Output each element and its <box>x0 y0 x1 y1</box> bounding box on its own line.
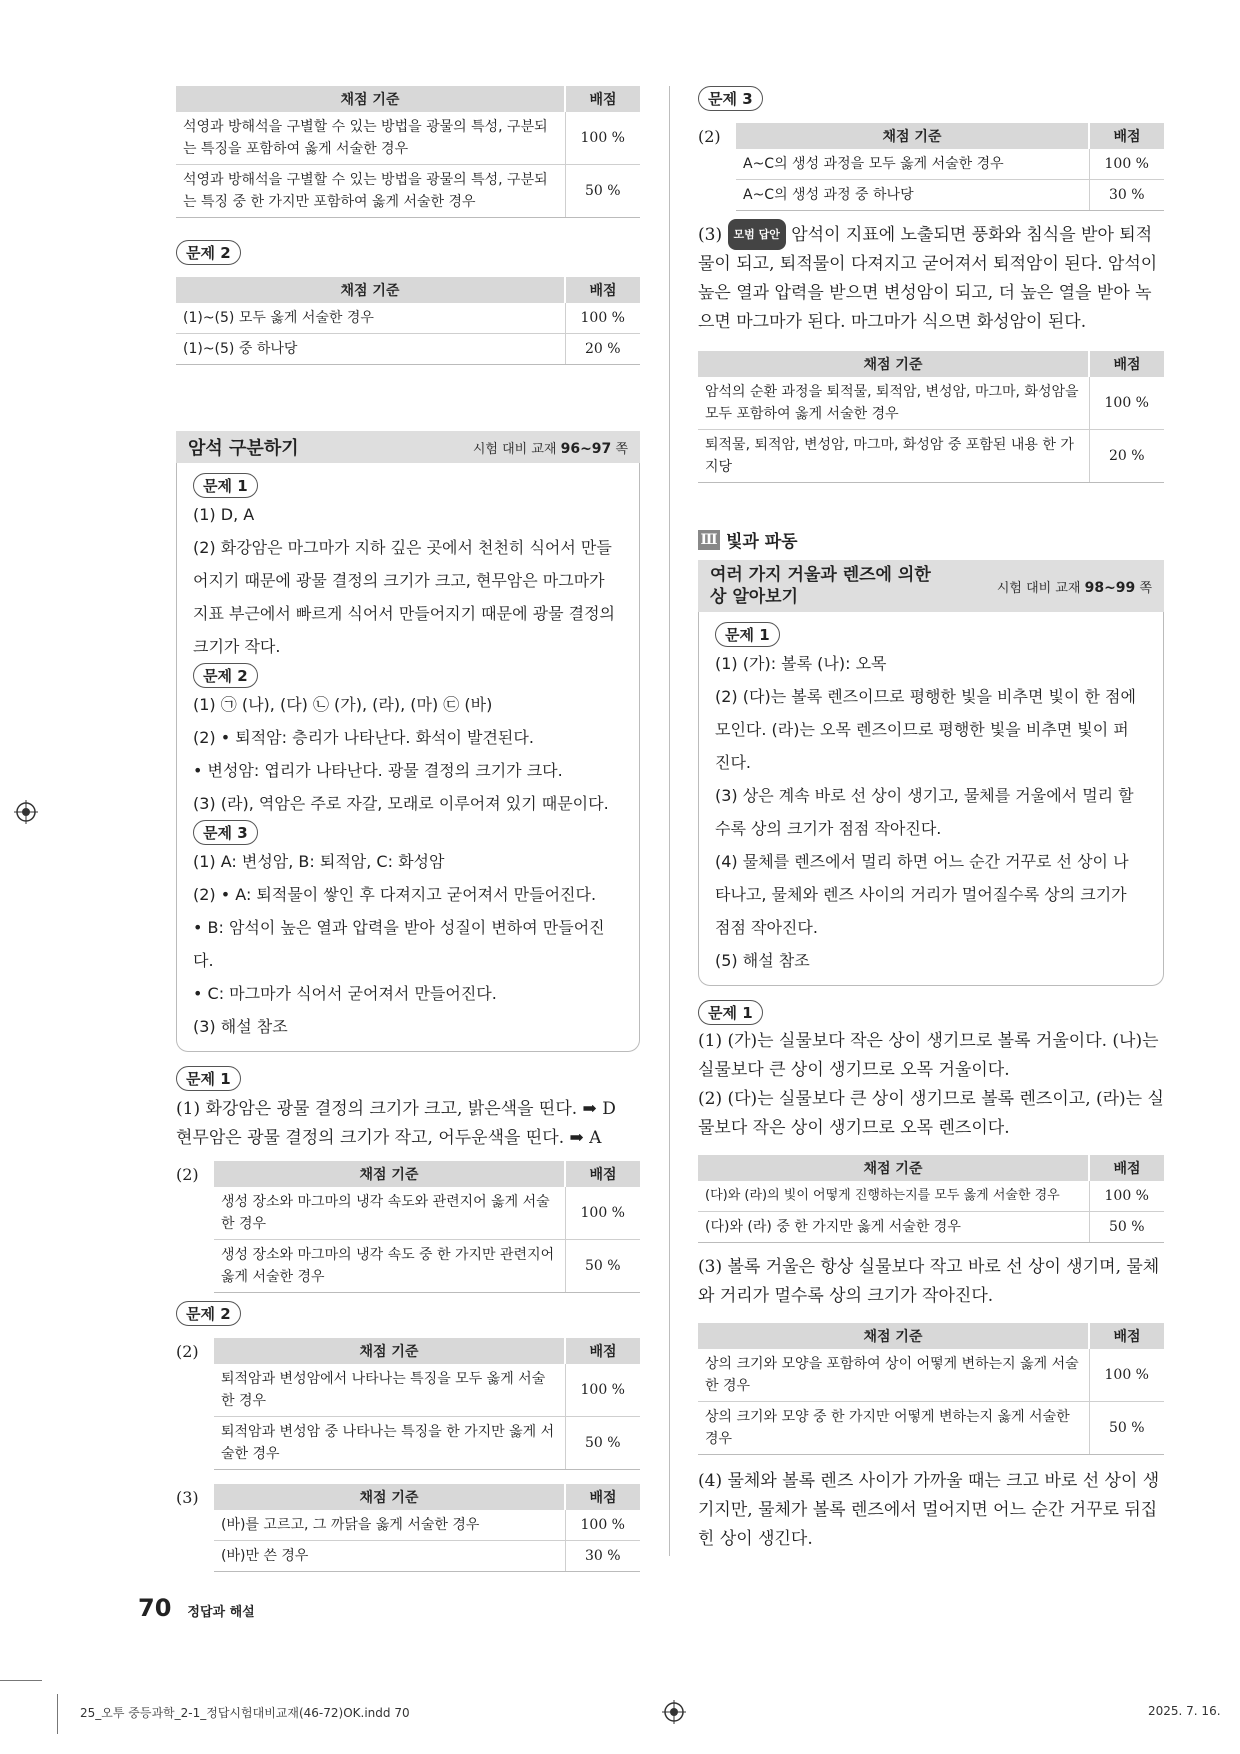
criteria-header: 채점 기준 <box>698 351 1089 377</box>
answer-paragraph: (2) (다)는 실물보다 큰 상이 생기므로 볼록 렌즈이고, (라)는 실물보다 작은 상이 생기므로 오목 렌즈이다. <box>698 1089 1164 1138</box>
criteria-cell: A~C의 생성 과정을 모두 옳게 서술한 경우 <box>736 149 1089 180</box>
answer-line: • 변성암: 엽리가 나타난다. 광물 결정의 크기가 크다. <box>193 761 563 780</box>
criteria-cell: 퇴적물, 퇴적암, 변성암, 마그마, 화성암 중 포함된 내용 한 가지당 <box>698 430 1089 483</box>
model-answer-text: 암석이 지표에 노출되면 풍화와 침식을 받아 퇴적물이 되고, 퇴적물이 다져지고 굳어져서 퇴적암이 된다. 암석이 높은 열과 압력을 받으면 변성암이 되고, 더 높은 열을 받아 녹으면 마그마가 된다. 마그마가 식으면 화성암이 된다. <box>698 225 1158 332</box>
numbered-table <box>176 1484 640 1572</box>
points-cell: 20 % <box>1089 430 1164 483</box>
page-footer <box>138 1594 255 1622</box>
problem-badge: 문제 3 <box>698 86 763 111</box>
answer-line: 타나고, 물체와 렌즈 사이의 거리가 멀어질수록 상의 크기가 <box>715 885 1127 904</box>
answer-line: (3) 상은 계속 바로 선 상이 생기고, 물체를 거울에서 멀리 할 <box>715 786 1134 805</box>
points-cell: 50 % <box>1089 1402 1164 1455</box>
page-number: 70 <box>138 1594 172 1622</box>
scoring-table <box>214 1338 640 1470</box>
points-cell: 50 % <box>565 1417 640 1470</box>
points-cell: 100 % <box>565 1364 640 1417</box>
answer-line: (1) 화강암은 광물 결정의 크기가 크고, 밝은색을 띤다. ➡ D <box>176 1099 616 1119</box>
criteria-header: 채점 기준 <box>176 277 565 303</box>
criteria-header: 채점 기준 <box>698 1155 1089 1181</box>
criteria-header: 채점 기준 <box>698 1323 1089 1349</box>
criteria-cell: (다)와 (라)의 빛이 어떻게 진행하는지를 모두 옳게 서술한 경우 <box>698 1181 1089 1212</box>
criteria-header: 채점 기준 <box>736 123 1089 149</box>
problem-badge: 문제 1 <box>715 622 780 647</box>
criteria-cell: 상의 크기와 모양을 포함하여 상이 어떻게 변하는지 옳게 서술한 경우 <box>698 1349 1089 1402</box>
points-header: 배점 <box>1089 1155 1164 1181</box>
page-label: 정답과 해설 <box>187 1605 255 1620</box>
points-header: 배점 <box>565 86 640 112</box>
box-title: 암석 구분하기 <box>188 438 299 459</box>
numbered-table <box>176 1338 640 1470</box>
scoring-table <box>214 1161 640 1293</box>
points-cell: 30 % <box>565 1541 640 1572</box>
problem-badge: 문제 1 <box>193 473 258 498</box>
registration-mark-icon <box>14 800 38 824</box>
points-cell: 50 % <box>565 165 640 218</box>
criteria-cell: (1)~(5) 중 하나당 <box>176 334 565 365</box>
problem-badge: 문제 1 <box>176 1066 241 1091</box>
points-header: 배점 <box>1089 123 1164 149</box>
criteria-cell: 상의 크기와 모양 중 한 가지만 어떻게 변하는지 옳게 서술한 경우 <box>698 1402 1089 1455</box>
scoring-table <box>176 277 640 365</box>
criteria-cell: 퇴적암과 변성암에서 나타나는 특징을 모두 옳게 서술한 경우 <box>214 1364 565 1417</box>
slug-date: 2025. 7. 16. <box>1148 1704 1221 1718</box>
item-number: (3) <box>698 225 723 245</box>
numbered-table <box>176 1161 640 1293</box>
points-header: 배점 <box>565 1484 640 1510</box>
criteria-cell: 석영과 방해석을 구별할 수 있는 방법을 광물의 특성, 구분되는 특징 중 한 가지만 포함하여 옳게 서술한 경우 <box>176 165 565 218</box>
rock-classification-box <box>176 431 640 1052</box>
answer-line: 지표 부근에서 빠르게 식어서 만들어지기 때문에 광물 결정의 <box>193 604 616 623</box>
criteria-cell: 암석의 순환 과정을 퇴적물, 퇴적암, 변성암, 마그마, 화성암을 모두 포함하여 옳게 서술한 경우 <box>698 377 1089 430</box>
answer-line: (2) • A: 퇴적물이 쌓인 후 다져지고 굳어져서 만들어진다. <box>193 885 597 904</box>
answer-line: (1) D, A <box>193 505 255 524</box>
answer-paragraph: (1) (가)는 실물보다 작은 상이 생기므로 볼록 거울이다. (나)는 실물보다 큰 상이 생기므로 오목 거울이다. <box>698 1031 1159 1080</box>
points-cell: 100 % <box>1089 149 1164 180</box>
points-cell: 50 % <box>565 1240 640 1293</box>
answer-line: (2) • 퇴적암: 층리가 나타난다. 화석이 발견된다. <box>193 728 534 747</box>
item-number: (2) <box>698 127 721 146</box>
box-title-bar <box>698 560 1164 612</box>
answer-line: • B: 암석이 높은 열과 압력을 받아 성질이 변하여 만들어진다. <box>193 918 605 970</box>
answer-line: (1) A: 변성암, B: 퇴적암, C: 화성암 <box>193 852 445 871</box>
answer-line: 어지기 때문에 광물 결정의 크기가 크고, 현무암은 마그마가 <box>193 571 605 590</box>
points-cell: 100 % <box>565 303 640 334</box>
answer-line: (4) 물체를 렌즈에서 멀리 하면 어느 순간 거꾸로 선 상이 나 <box>715 852 1129 871</box>
criteria-cell: 생성 장소와 마그마의 냉각 속도와 관련지어 옳게 서술한 경우 <box>214 1187 565 1240</box>
scoring-table <box>176 86 640 218</box>
section-title: 빛과 파동 <box>726 532 798 552</box>
crop-mark <box>57 1694 58 1734</box>
slug-file-name: 25_오투 중등과학_2-1_정답시험대비교재(46-72)OK.indd 70 <box>80 1706 410 1720</box>
answer-line: (2) 화강암은 마그마가 지하 깊은 곳에서 천천히 식어서 만들 <box>193 538 612 557</box>
points-cell: 100 % <box>565 1187 640 1240</box>
answer-line: 수록 상의 크기가 점점 작아진다. <box>715 819 942 838</box>
scoring-table <box>736 123 1164 211</box>
problem-badge: 문제 2 <box>176 240 241 265</box>
points-header: 배점 <box>565 277 640 303</box>
points-cell: 100 % <box>565 112 640 165</box>
points-header: 배점 <box>565 1338 640 1364</box>
problem-badge: 문제 2 <box>176 1301 241 1326</box>
answer-line: (3) 해설 참조 <box>193 1017 288 1036</box>
criteria-cell: (1)~(5) 모두 옳게 서술한 경우 <box>176 303 565 334</box>
scoring-table <box>698 1323 1164 1455</box>
box-body <box>698 612 1164 986</box>
points-cell: 100 % <box>565 1510 640 1541</box>
model-answer-label: 모범 답안 <box>728 219 786 250</box>
textbook-reference: 시험 대비 교재 96~97 쪽 <box>472 440 628 457</box>
scoring-table <box>698 1155 1164 1243</box>
item-number: (2) <box>176 1342 199 1361</box>
answer-line: 점점 작아진다. <box>715 918 818 937</box>
criteria-cell: (바)를 고르고, 그 까닭을 옳게 서술한 경우 <box>214 1510 565 1541</box>
answer-paragraph: (4) 물체와 볼록 렌즈 사이가 가까울 때는 크고 바로 선 상이 생기지만, 물체가 볼록 렌즈에서 멀어지면 어느 순간 거꾸로 뒤집힌 상이 생긴다. <box>698 1471 1160 1549</box>
section-heading <box>698 527 1164 552</box>
points-cell: 100 % <box>1089 1349 1164 1402</box>
problem-badge: 문제 3 <box>193 820 258 845</box>
answer-line: (2) (다)는 볼록 렌즈이므로 평행한 빛을 비추면 빛이 한 점에 <box>715 687 1136 706</box>
column-divider <box>669 86 670 1556</box>
mirror-lens-box <box>698 560 1164 986</box>
answer-line: • C: 마그마가 식어서 굳어져서 만들어진다. <box>193 984 497 1003</box>
answer-line: (3) (라), 역암은 주로 자갈, 모래로 이루어져 있기 때문이다. <box>193 794 609 813</box>
numbered-table <box>698 123 1164 211</box>
box-title-bar <box>176 431 640 463</box>
left-column <box>176 86 640 1572</box>
criteria-cell: 석영과 방해석을 구별할 수 있는 방법을 광물의 특성, 구분되는 특징을 포함하여 옳게 서술한 경우 <box>176 112 565 165</box>
answer-line: (1) ㉠ (나), (다) ㉡ (가), (라), (마) ㉢ (바) <box>193 695 493 714</box>
answer-paragraph <box>176 1095 640 1153</box>
scoring-table <box>698 351 1164 483</box>
box-title: 여러 가지 거울과 렌즈에 의한 상 알아보기 <box>710 565 931 607</box>
criteria-cell: (바)만 쓴 경우 <box>214 1541 565 1572</box>
points-header: 배점 <box>1089 1323 1164 1349</box>
points-cell: 20 % <box>565 334 640 365</box>
criteria-cell: 생성 장소와 마그마의 냉각 속도 중 한 가지만 관련지어 옳게 서술한 경우 <box>214 1240 565 1293</box>
criteria-header: 채점 기준 <box>214 1338 565 1364</box>
points-header: 배점 <box>1089 351 1164 377</box>
item-number: (3) <box>176 1488 199 1507</box>
answer-line: 진다. <box>715 753 751 772</box>
answer-line: 모인다. (라)는 오목 렌즈이므로 평행한 빛을 비추면 빛이 퍼 <box>715 720 1129 739</box>
problem-badge: 문제 2 <box>193 663 258 688</box>
crop-mark <box>0 1680 42 1681</box>
criteria-header: 채점 기준 <box>214 1484 565 1510</box>
right-column <box>698 86 1164 1554</box>
problem-badge: 문제 1 <box>698 1000 763 1025</box>
points-cell: 50 % <box>1089 1212 1164 1243</box>
scoring-table <box>214 1484 640 1572</box>
criteria-cell: 퇴적암과 변성암 중 나타나는 특징을 한 가지만 옳게 서술한 경우 <box>214 1417 565 1470</box>
item-number: (2) <box>176 1165 199 1184</box>
answer-line: (5) 해설 참조 <box>715 951 810 970</box>
model-answer-paragraph <box>698 219 1164 337</box>
answer-line: (1) (가): 볼록 (나): 오목 <box>715 654 887 673</box>
points-cell: 30 % <box>1089 180 1164 211</box>
registration-mark-icon <box>662 1700 686 1724</box>
answer-line: 현무암은 광물 결정의 크기가 작고, 어두운색을 띤다. ➡ A <box>176 1128 602 1148</box>
criteria-cell: (다)와 (라) 중 한 가지만 옳게 서술한 경우 <box>698 1212 1089 1243</box>
points-header: 배점 <box>565 1161 640 1187</box>
points-cell: 100 % <box>1089 377 1164 430</box>
criteria-header: 채점 기준 <box>176 86 565 112</box>
answer-line: 크기가 작다. <box>193 637 281 656</box>
section-number: Ⅲ <box>698 530 720 550</box>
box-body <box>176 463 640 1052</box>
criteria-header: 채점 기준 <box>214 1161 565 1187</box>
textbook-reference: 시험 대비 교재 98~99 쪽 <box>996 579 1152 596</box>
answer-paragraph: (3) 볼록 거울은 항상 실물보다 작고 바로 선 상이 생기며, 물체와 거리가 멀수록 상의 크기가 작아진다. <box>698 1257 1160 1306</box>
points-cell: 100 % <box>1089 1181 1164 1212</box>
criteria-cell: A~C의 생성 과정 중 하나당 <box>736 180 1089 211</box>
